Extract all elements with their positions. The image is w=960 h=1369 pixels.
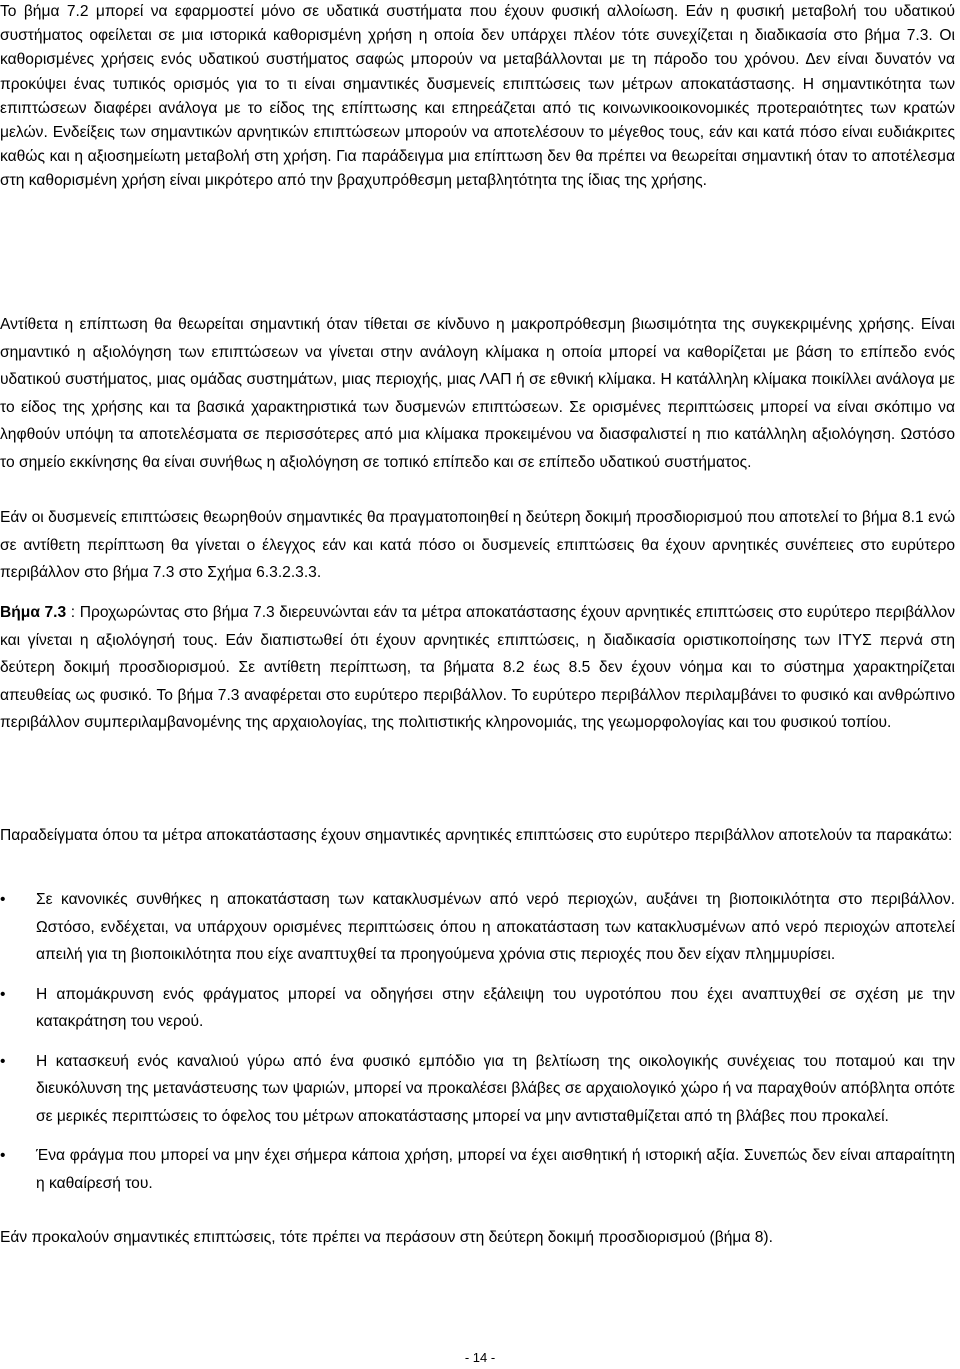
list-item-text: Η κατασκευή ενός καναλιού γύρω από ένα φυσικό εμπόδιο για τη βελτίωση της οικολογικής συνέχειας του ποταμού και την διευκόλυνση της μετανάστευσης των ψαριών, μπορεί να προκαλέσει βλάβες σε αρχαιολογικό χώρο ή να παραχθούν απόβλητα οπότε σε μερικές περιπτώσεις το όφελος του μέτρων αποκατάστασης μπορεί να μην αντισταθμίζεται από τη βλάβες που προκαλεί.	[36, 1052, 955, 1125]
paragraph-step-8-1: Εάν οι δυσμενείς επιπτώσεις θεωρηθούν σημαντικές θα πραγματοποιηθεί η δεύτερη δοκιμή προσδιορισμού που αποτελεί το βήμα 8.1 ενώ σε αντίθετη περίπτωση θα γίνεται ο έλεγχος εάν και κατά πόσο οι δυσμενείς επιπτώσεις θα έχουν αρνητικές συνέπειες στο ευρύτερο περιβάλλον στο βήμα 7.3 στο Σχήμα 6.3.2.3.3.	[0, 509, 955, 581]
paragraph-conclusion: Εάν προκαλούν σημαντικές επιπτώσεις, τότε πρέπει να περάσουν στη δεύτερη δοκιμή προσδιορισμού (βήμα 8).	[0, 1229, 773, 1246]
paragraph-step-7-2: Το βήμα 7.2 μπορεί να εφαρμοστεί μόνο σε υδατικά συστήματα που έχουν φυσική αλλοίωση. Εάν η φυσική μεταβολή του υδατικού συστήματος οφείλεται σε μια ιστορικά καθορισμένη χρήση η οποία δεν υπάρχει πλέον τότε συνεχίζεται η διαδικασία στο βήμα 7.3. Οι καθορισμένες χρήσεις ενός υδατικού συστήματος σαφώς μπορούν να μεταβάλλονται με τη πάροδο του χρόνου. Δεν είναι δυνατόν να προκύψει ένας τυπικός ορισμός για το τι είναι σημαντικές δυσμενείς επιπτώσεις των μέτρων αποκατάστασης. Η σημαντικότητα των επιπτώσεων διαφέρει ανάλογα με το είδος της επίπτωσης και επηρεάζεται από τις κοινωνικοοικονομικές προτεραιότητες των κρατών μελών. Ενδείξεις των σημαντικών αρνητικών επιπτώσεων μπορούν να αποτελέσουν το μέγεθος τους, εάν και κατά πόσο είναι ευδιάκριτες καθώς και η αξιοσημείωτη μεταβολή στη χρήση. Για παράδειγμα μια επίπτωση δεν θα πρέπει να θεωρείται σημαντική όταν το αποτέλεσμα στη καθορισμένη χρήση είναι μικρότερο από την βραχυπρόθεσμη μεταβλητότητα της ίδιας της χρήσης.	[0, 3, 955, 190]
bullet-icon: •	[0, 1052, 6, 1070]
step-heading: Βήμα 7.3	[0, 604, 67, 621]
list-item-text: Ένα φράγμα που μπορεί να μην έχει σήμερα κάποια χρήση, μπορεί να έχει αισθητική ή ιστορική αξία. Συνεπώς δεν είναι απαραίτητη η καθαίρεσή του.	[36, 1147, 955, 1192]
list-item	[0, 886, 955, 969]
paragraph-examples-intro: Παραδείγματα όπου τα μέτρα αποκατάστασης έχουν σημαντικές αρνητικές επιπτώσεις στο ευρύτερο περιβάλλον αποτελούν τα παρακάτω:	[0, 827, 953, 844]
paragraph-significance-scale: Αντίθετα η επίπτωση θα θεωρείται σημαντική όταν τίθεται σε κίνδυνο η μακροπρόθεσμη βιωσιμότητα της συγκεκριμένης χρήσης. Είναι σημαντικό η αξιολόγηση των επιπτώσεων να γίνεται στην ανάλογη κλίμακα η οποία μπορεί να καθορίζεται με βάση το επίπεδο ενός υδατικού συστήματος, μιας ομάδας συστημάτων, μιας περιοχής, μιας ΛΑΠ ή σε εθνική κλίμακα. Η κατάλληλη κλίμακα ποικίλλει ανάλογα με το είδος της χρήσης και τα βασικά χαρακτηριστικά των δυσμενών επιπτώσεων. Σε ορισμένες περιπτώσεις μπορεί να είναι σκόπιμο να ληφθούν υπόψη τα αποτελέσματα σε περισσότερες από μια κλίμακα προκειμένου να διασφαλιστεί η πιο κατάλληλη αξιολόγηση. Ωστόσο το σημείο εκκίνησης θα είναι συνήθως η αξιολόγηση σε τοπικό επίπεδο και σε επίπεδο υδατικού συστήματος.	[0, 316, 955, 471]
examples-list	[0, 886, 955, 1209]
page-number: - 14 -	[464, 1350, 496, 1365]
bullet-icon: •	[0, 985, 6, 1003]
paragraph-step-7-3	[0, 599, 955, 737]
step-body: : Προχωρώντας στο βήμα 7.3 διερευνώνται εάν τα μέτρα αποκατάστασης έχουν αρνητικές επιπτώσεις στο ευρύτερο περιβάλλον και γίνεται η αξιολόγησή τους. Εάν διαπιστωθεί ότι έχουν αρνητικές επιπτώσεις, η διαδικασία οριστικοποίησης των ΙΤΥΣ περνά στη δεύτερη δοκιμή προσδιορισμού. Σε αντίθετη περίπτωση, τα βήματα 8.2 έως 8.5 δεν έχουν νόημα και το σύστημα χαρακτηρίζεται απευθείας ως φυσικό. Το βήμα 7.3 αναφέρεται στο ευρύτερο περιβάλλον. Το ευρύτερο περιβάλλον περιλαμβάνει το φυσικό και ανθρώπινο περιβάλλον συμπεριλαμβανομένης της αρχαιολογίας, της πολιτιστικής κληρονομιάς, της γεωμορφολογίας και του φυσικού τοπίου.	[0, 604, 955, 731]
list-item	[0, 1048, 955, 1131]
bullet-icon: •	[0, 1147, 6, 1164]
list-item	[0, 1142, 955, 1197]
bullet-icon: •	[0, 891, 6, 908]
list-item	[0, 981, 955, 1036]
list-item-text: Σε κανονικές συνθήκες η αποκατάσταση των κατακλυσμένων από νερό περιοχών, αυξάνει τη βιοποικιλότητα στο περιβάλλον. Ωστόσο, ενδέχεται, να υπάρχουν ορισμένες περιπτώσεις όπου η αποκατάσταση των κατακλυσμένων από νερό περιοχών αποτελεί απειλή για τη βιοποικιλότητα που είχε αναπτυχθεί τα προηγούμενα χρόνια στις περιοχές που δεν είχαν πλημμυρίσει.	[36, 891, 955, 963]
list-item-text: Η απομάκρυνση ενός φράγματος μπορεί να οδηγήσει στην εξάλειψη του υγροτόπου που έχει αναπτυχθεί σε σχέση με την κατακράτηση του νερού.	[36, 985, 955, 1030]
